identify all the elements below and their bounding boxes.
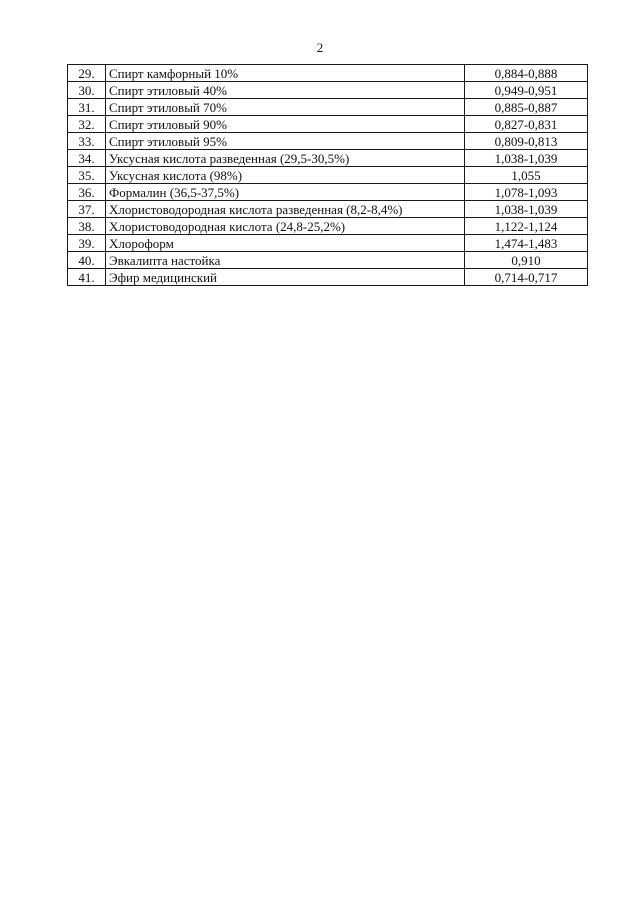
density-value: 0,809-0,813 <box>465 133 588 150</box>
table-row <box>68 65 588 82</box>
density-value: 0,714-0,717 <box>465 269 588 286</box>
table-row <box>68 218 588 235</box>
row-number: 39. <box>68 235 106 252</box>
density-value: 0,949-0,951 <box>465 82 588 99</box>
row-number: 38. <box>68 218 106 235</box>
substance-name: Эвкалипта настойка <box>106 252 465 269</box>
density-value: 0,884-0,888 <box>465 65 588 82</box>
density-value: 0,827-0,831 <box>465 116 588 133</box>
row-number: 30. <box>68 82 106 99</box>
table-row <box>68 269 588 286</box>
table-row <box>68 133 588 150</box>
substance-name: Хлористоводородная кислота разведенная (8,2-8,4%) <box>106 201 465 218</box>
substance-name: Спирт камфорный 10% <box>106 65 465 82</box>
table-row <box>68 82 588 99</box>
table-row <box>68 184 588 201</box>
table-row <box>68 252 588 269</box>
row-number: 34. <box>68 150 106 167</box>
substance-name: Уксусная кислота разведенная (29,5-30,5%) <box>106 150 465 167</box>
row-number: 37. <box>68 201 106 218</box>
density-value: 1,055 <box>465 167 588 184</box>
density-value: 1,038-1,039 <box>465 150 588 167</box>
row-number: 31. <box>68 99 106 116</box>
density-table <box>67 64 588 286</box>
row-number: 41. <box>68 269 106 286</box>
density-value: 1,122-1,124 <box>465 218 588 235</box>
substance-name: Хлороформ <box>106 235 465 252</box>
row-number: 36. <box>68 184 106 201</box>
substance-name: Спирт этиловый 95% <box>106 133 465 150</box>
table-row <box>68 167 588 184</box>
substance-name: Спирт этиловый 90% <box>106 116 465 133</box>
row-number: 35. <box>68 167 106 184</box>
substance-name: Уксусная кислота (98%) <box>106 167 465 184</box>
page-number: 2 <box>316 40 324 55</box>
density-value: 0,885-0,887 <box>465 99 588 116</box>
row-number: 40. <box>68 252 106 269</box>
substance-name: Эфир медицинский <box>106 269 465 286</box>
table-row <box>68 150 588 167</box>
substance-name: Хлористоводородная кислота (24,8-25,2%) <box>106 218 465 235</box>
table-row <box>68 99 588 116</box>
table-row <box>68 116 588 133</box>
substance-name: Спирт этиловый 70% <box>106 99 465 116</box>
substance-name: Спирт этиловый 40% <box>106 82 465 99</box>
density-value: 1,038-1,039 <box>465 201 588 218</box>
row-number: 33. <box>68 133 106 150</box>
density-value: 1,078-1,093 <box>465 184 588 201</box>
row-number: 29. <box>68 65 106 82</box>
table-row <box>68 201 588 218</box>
density-value: 0,910 <box>465 252 588 269</box>
substance-name: Формалин (36,5-37,5%) <box>106 184 465 201</box>
table-row <box>68 235 588 252</box>
density-value: 1,474-1,483 <box>465 235 588 252</box>
row-number: 32. <box>68 116 106 133</box>
